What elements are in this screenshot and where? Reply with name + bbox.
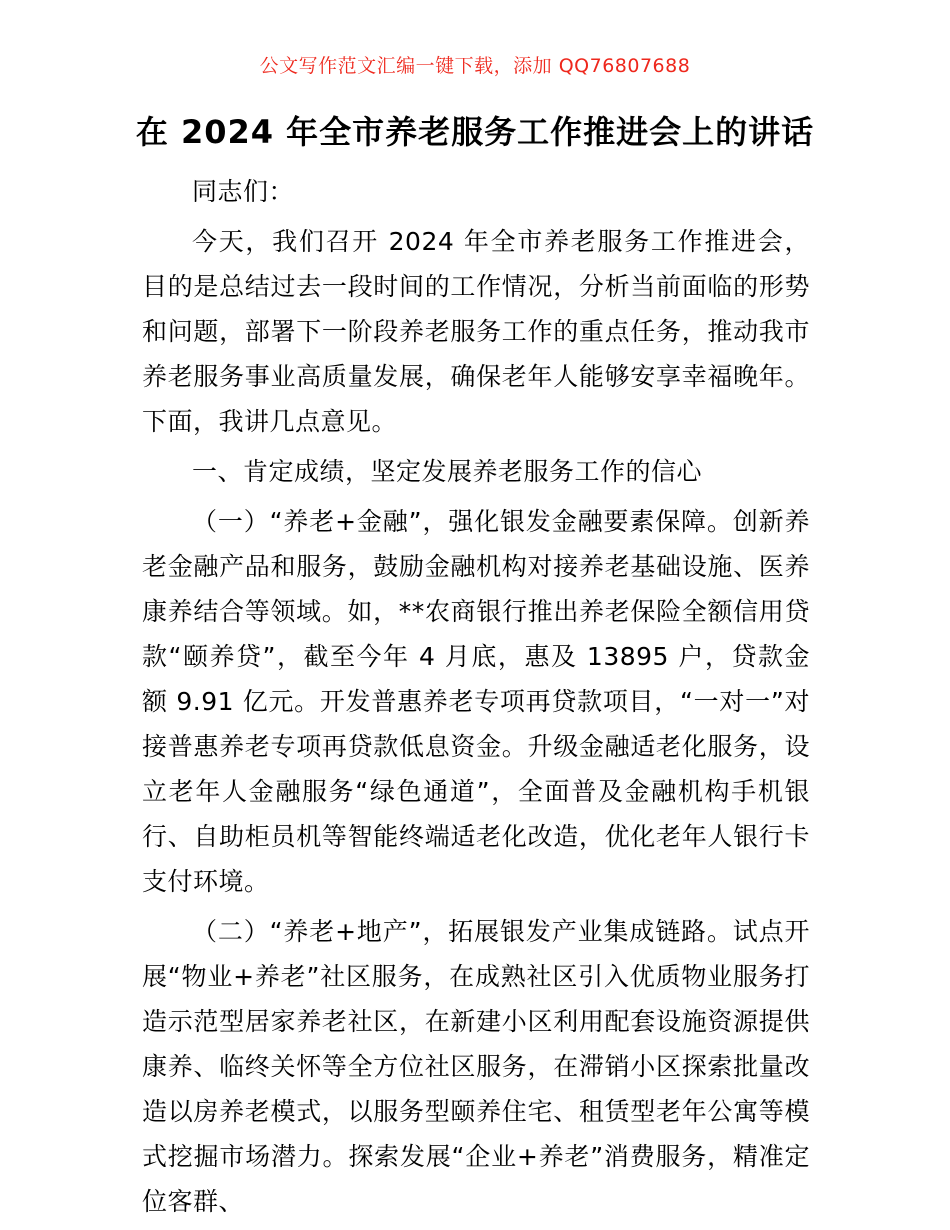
header-notice: 公文写作范文汇编一键下载，添加 QQ76807688: [259, 55, 691, 77]
paragraph-realestate: （二）“养老+地产”，拓展银发产业集成链路。试点开展“物业+养老”社区服务，在成熟社区引入优质物业服务打造示范型居家养老社区，在新建小区利用配套设施资源提供康养、临终关怀等全方位社区服务，在滞销小区探索批量改造以房养老模式，以服务型颐养住宅、租赁型老年公寓等模式挖掘市场潜力。探索发展“企业+养老”消费服务，精准定位客群、: [142, 917, 810, 1216]
document-title: 在 2024 年全市养老服务工作推进会上的讲话: [135, 113, 815, 151]
section-heading-1: 一、肯定成绩，坚定发展养老服务工作的信心: [192, 457, 703, 486]
salutation: 同志们：: [192, 177, 295, 206]
paragraph-intro: 今天，我们召开 2024 年全市养老服务工作推进会，目的是总结过去一段时间的工作情况，分析当前面临的形势和问题，部署下一阶段养老服务工作的重点任务，推动我市养老服务事业高质量发展，确保老年人能够安享幸福晚年。下面，我讲几点意见。: [142, 227, 810, 436]
document-body: [142, 169, 810, 1224]
paragraph-finance: （一）“养老+金融”，强化银发金融要素保障。创新养老金融产品和服务，鼓励金融机构对接养老基础设施、医养康养结合等领域。如，**农商银行推出养老保险全额信用贷款“颐养贷”，截至今年 4 月底，惠及 13895 户，贷款金额 9.91 亿元。开发普惠养老专项再贷款项目，“一对一”对接普惠养老专项再贷款低息资金。升级金融适老化服务，设立老年人金融服务“绿色通道”，全面普及金融机构手机银行、自助柜员机等智能终端适老化改造，优化老年人银行卡支付环境。: [142, 507, 810, 896]
